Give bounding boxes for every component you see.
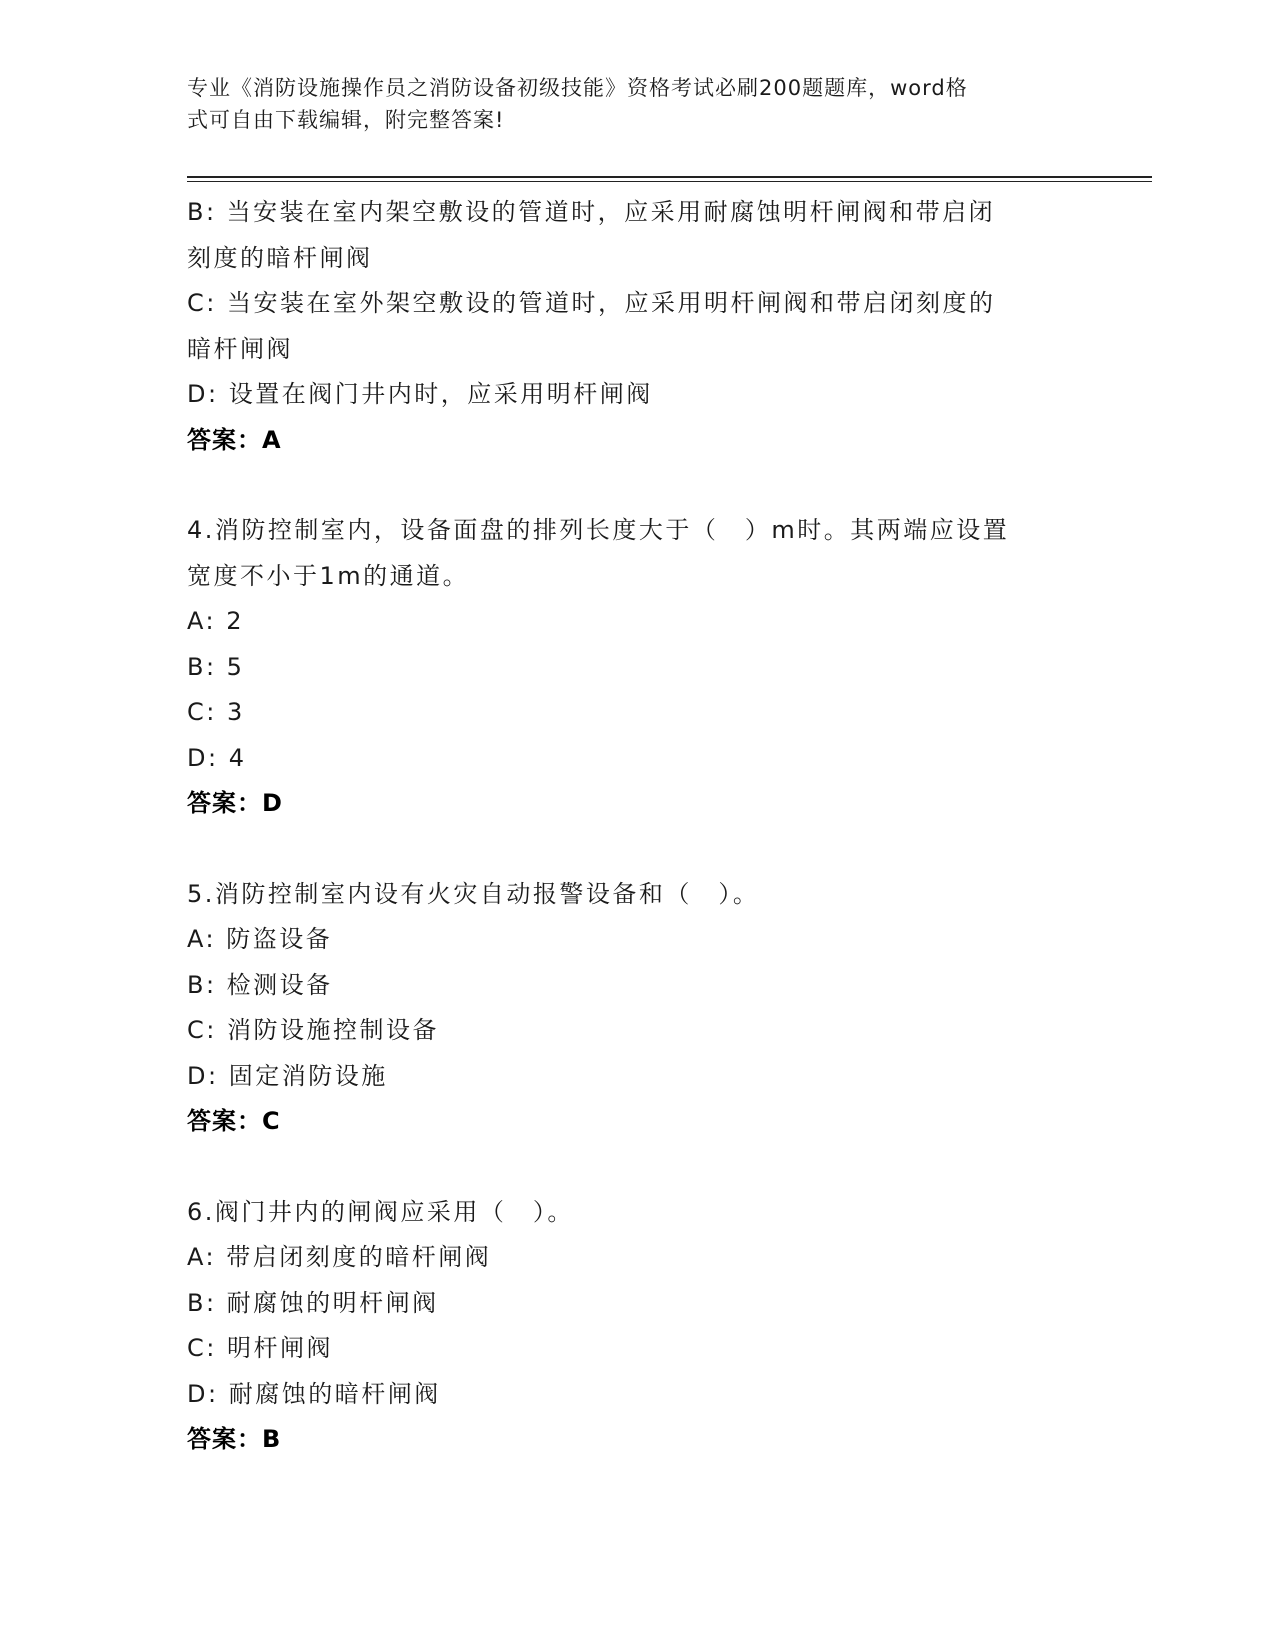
option-c: C: 3: [187, 698, 245, 726]
option-c: C: 消防设施控制设备: [187, 1016, 439, 1044]
option-c-line-2: 暗杆闸阀: [187, 334, 293, 363]
question-stem: 6.阀门井内的闸阀应采用（ ）。: [187, 1197, 574, 1226]
answer-label: 答案：D: [187, 789, 283, 817]
question-5: [187, 872, 1087, 1145]
spacer: [187, 463, 1087, 508]
answer-label: 答案：A: [187, 425, 282, 454]
option-b: B: 5: [187, 652, 245, 681]
option-b: B: 耐腐蚀的明杆闸阀: [187, 1288, 439, 1317]
option-a: A: 2: [187, 607, 244, 635]
question-stem-line-2: 宽度不小于1m的通道。: [187, 561, 470, 590]
question-content: [187, 190, 1087, 1463]
document-header: [187, 72, 1067, 136]
option-b-line-1: B: 当安装在室内架空敷设的管道时，应采用耐腐蚀明杆闸阀和带启闭: [187, 198, 996, 226]
option-b: B: 检测设备: [187, 970, 333, 999]
answer-label: 答案：B: [187, 1425, 282, 1453]
option-d: D: 4: [187, 743, 247, 772]
option-a: A: 防盗设备: [187, 925, 333, 953]
header-line-1: 专业《消防设施操作员之消防设备初级技能》资格考试必刷200题题库，word格: [187, 76, 968, 100]
option-d: D: 设置在阀门井内时，应采用明杆闸阀: [187, 380, 653, 408]
option-a: A: 带启闭刻度的暗杆闸阀: [187, 1243, 492, 1271]
header-divider-thin: [187, 181, 1152, 182]
question-stem-line-1: 4.消防控制室内，设备面盘的排列长度大于（ ）m时。其两端应设置: [187, 516, 1010, 544]
option-c-line-1: C: 当安装在室外架空敷设的管道时，应采用明杆闸阀和带启闭刻度的: [187, 289, 996, 317]
answer-label: 答案：C: [187, 1107, 281, 1135]
question-4: [187, 508, 1087, 827]
spacer: [187, 1145, 1087, 1190]
option-d: D: 固定消防设施: [187, 1061, 388, 1090]
option-d: D: 耐腐蚀的暗杆闸阀: [187, 1379, 441, 1408]
spacer: [187, 827, 1087, 872]
option-b-line-2: 刻度的暗杆闸阀: [187, 243, 373, 272]
question-6: [187, 1190, 1087, 1463]
option-c: C: 明杆闸阀: [187, 1334, 333, 1362]
question-stem: 5.消防控制室内设有火灾自动报警设备和（ ）。: [187, 879, 760, 908]
question-3-continuation: [187, 190, 1087, 463]
header-line-2: 式可自由下载编辑，附完整答案!: [187, 108, 505, 132]
header-divider-thick: [187, 176, 1152, 178]
